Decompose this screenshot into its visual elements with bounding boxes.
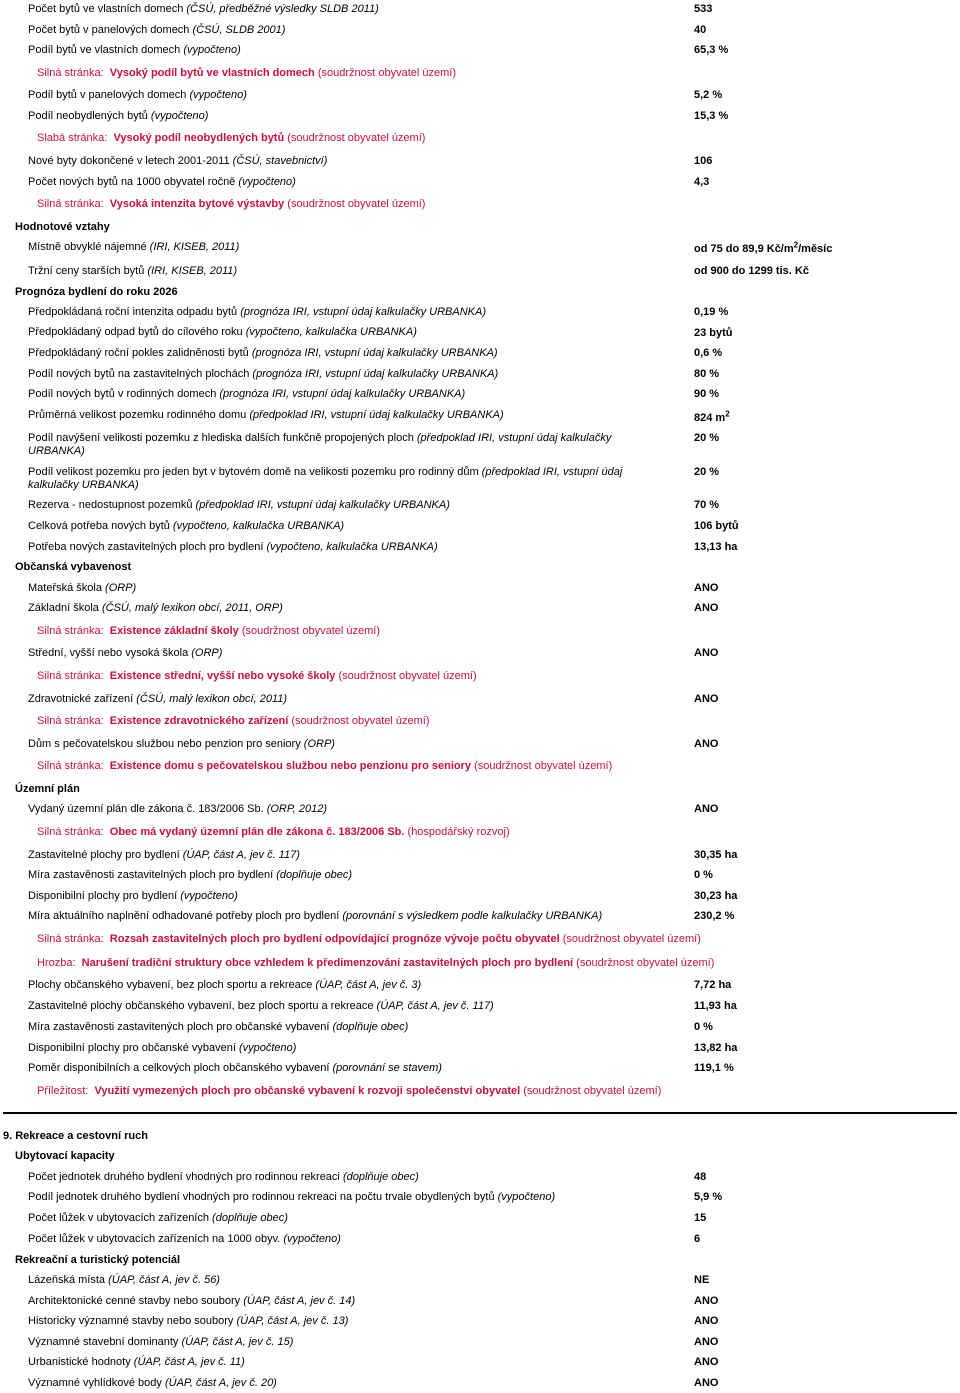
note-text: Existence domu s pečovatelskou službou nebo penzionu pro seniory: [109, 760, 472, 772]
row-source: (prognóza IRI, vstupní údaj kalkulačky URBANKA): [219, 388, 466, 400]
row-dps: [0, 738, 960, 758]
note-tail: (soudržnost obyvatel území): [335, 670, 477, 682]
row-value: ANO: [694, 647, 719, 659]
row-label: Místně obvyklé nájemné: [28, 241, 150, 253]
note-lead: Silná stránka:: [37, 625, 104, 637]
row-prognoza: [0, 388, 960, 408]
note-tail: (hospodářský rozvoj): [404, 826, 510, 838]
row-value: 0 %: [694, 1021, 713, 1033]
row-label: Nové byty dokončené v letech 2001-2011: [28, 155, 233, 167]
strength-note: [37, 67, 456, 80]
note-text: Obec má vydaný územní plán dle zákona č. 183/2006 Sb.: [109, 826, 405, 838]
row-source: (ORP): [191, 647, 223, 659]
row-value: ANO: [694, 1315, 719, 1327]
note-text: Využití vymezených ploch pro občanské vybavení k rozvoji společenství obyvatel: [94, 1085, 521, 1097]
row-label: Urbanistické hodnoty: [28, 1356, 134, 1368]
row-label: Plochy občanského vybavení, bez ploch sportu a rekreace: [28, 979, 316, 991]
row-ubytovani: [0, 1191, 960, 1211]
note-lead: Silná stránka:: [37, 67, 104, 79]
row-prognoza: [0, 347, 960, 367]
row-value: 7,72 ha: [694, 979, 732, 991]
section-heading-hodnotove: Hodnotové vztahy: [15, 221, 110, 233]
row-source: (ORP): [303, 738, 335, 750]
row-trzni-ceny: [0, 265, 960, 285]
row-label: Míra zastavěnosti zastavitených ploch pro občanské vybavení: [28, 1021, 333, 1033]
row-value: 533: [694, 3, 713, 15]
row-source: (ČSÚ, malý lexikon obcí, 2011): [136, 693, 288, 705]
row-label: Podíl navýšení velikosti pozemku z hlediska dalších funkčně propojených ploch: [28, 432, 417, 444]
row-value: ANO: [694, 738, 719, 750]
row-source: (vypočteno, kalkulačka URBANKA): [245, 326, 417, 338]
row-source: (vypočteno): [238, 1042, 297, 1054]
note-lead: Silná stránka:: [37, 670, 104, 682]
row-rekreace: [0, 1315, 960, 1335]
row-label: Předpokládaný roční pokles zalidněnosti bytů: [28, 347, 252, 359]
row-label: Průměrná velikost pozemku rodinného domu: [28, 409, 250, 421]
row-value: 80 %: [694, 368, 720, 380]
row-label: Potřeba nových zastavitelných ploch pro bydlení: [28, 541, 267, 553]
row-label: Architektonické cenné stavby nebo soubory: [28, 1295, 244, 1307]
row-value: 4,3: [694, 176, 710, 188]
strength-note: [37, 670, 477, 683]
row-label: Předpokládaná roční intenzita odpadu bytů: [28, 306, 241, 318]
row-value: 90 %: [694, 388, 720, 400]
row-source: (prognóza IRI, vstupní údaj kalkulačky URBANKA): [240, 306, 486, 318]
row-source: (vypočteno, kalkulačka URBANKA): [172, 520, 345, 532]
row-value: 5,2 %: [694, 89, 723, 101]
note-tail: (soudržnost obyvatel území): [238, 625, 381, 637]
row-label: Podíl nových bytů na zastavitelných plochách: [28, 368, 253, 380]
row-value: 5,9 %: [694, 1191, 723, 1203]
row-source: (porovnání s výsledkem podle kalkulačky URBANKA): [342, 910, 603, 922]
row-plochy-bydleni: [0, 890, 960, 910]
row-label: Historicky významné stavby nebo soubory: [28, 1315, 237, 1327]
row-obcanske-vybaveni: [0, 1021, 960, 1041]
row-pozemek: [0, 409, 960, 429]
row-source: (předpoklad IRI, vstupní údaj kalkulačky URBANKA): [28, 466, 623, 491]
row-label: Významné vyhlídkové body: [28, 1377, 165, 1389]
row-rekreace: [0, 1377, 960, 1393]
strength-note: [37, 625, 380, 638]
note-tail: (soudržnost obyvatel území): [284, 198, 426, 210]
row-value: od 900 do 1299 tis. Kč: [694, 265, 809, 277]
row-nove-byty: [0, 155, 960, 175]
row-value: 65,3 %: [694, 44, 729, 56]
row-label: Vydaný územní plán dle zákona č. 183/2006 Sb.: [28, 803, 267, 815]
row-value: ANO: [694, 803, 719, 815]
row-value: 0,19 %: [694, 306, 729, 318]
row-source: (ÚAP, část A, jev č. 117): [182, 849, 300, 861]
row-label: Podíl nových bytů v rodinných domech: [28, 388, 220, 400]
row-value: ANO: [694, 1295, 719, 1307]
row-value: NE: [694, 1274, 710, 1286]
row-value: 0,6 %: [694, 347, 723, 359]
row-najemne: [0, 241, 960, 261]
strength-note: [37, 198, 425, 211]
row-label: Míra aktuálního naplnění odhadované potřeby ploch pro bydlení: [28, 910, 343, 922]
row-ubytovani: [0, 1212, 960, 1232]
row-label: Mateřská škola: [28, 582, 106, 594]
row-obcanske-vybaveni: [0, 1062, 960, 1082]
note-lead: Slabá stránka:: [37, 132, 108, 144]
row-label: Tržní ceny starších bytů: [28, 265, 148, 277]
note-text: Existence střední, vyšší nebo vysoké školy: [109, 670, 336, 682]
row-navyseni: [0, 432, 960, 462]
note-lead: Příležitost:: [37, 1085, 89, 1097]
section-heading-prognoza: Prognóza bydlení do roku 2026: [15, 286, 178, 298]
row-value: 230,2 %: [694, 910, 735, 922]
row-source: (ORP, 2012): [266, 803, 328, 815]
row-value: 70 %: [694, 499, 720, 511]
row-source: (prognóza IRI, vstupní údaj kalkulačky URBANKA): [252, 368, 499, 380]
row-source: (předpoklad IRI, vstupní údaj kalkulačky URBANKA): [195, 499, 450, 511]
row-plochy-bydleni: [0, 849, 960, 869]
row-obcanske-vybaveni: [0, 979, 960, 999]
row-value: 20 %: [694, 466, 720, 478]
row-source: (ÚAP, část A, jev č. 11): [133, 1356, 245, 1368]
row-value: [694, 240, 833, 256]
row-label: Střední, vyšší nebo vysoká škola: [28, 647, 192, 659]
row-label: Významné stavební dominanty: [28, 1336, 182, 1348]
row-label: Podíl bytů v panelových domech: [28, 89, 190, 101]
note-tail: (soudržnost obyvatel území): [471, 760, 613, 772]
row-source: (ČSÚ, předběžné výsledky SLDB 2011): [186, 3, 379, 15]
row-plochy-bydleni: [0, 869, 960, 889]
row-source: (ÚAP, část A, jev č. 14): [243, 1295, 356, 1307]
section-heading-uzemni-plan: Územní plán: [15, 783, 80, 795]
threat-note: [37, 957, 714, 970]
row-value: ANO: [694, 1336, 719, 1348]
row-label: Dům s pečovatelskou službou nebo penzion pro seniory: [28, 738, 304, 750]
row-plochy-bydleni: [0, 910, 960, 930]
row-rekreace: [0, 1336, 960, 1356]
value-main: od 75 do 89,9 Kč/m: [694, 243, 794, 255]
row-rekreace: [0, 1295, 960, 1315]
note-lead: Hrozba:: [37, 957, 76, 969]
row-nove-byty-1000: [0, 176, 960, 196]
row-obcanske-vybaveni: [0, 1042, 960, 1062]
row-value: 106: [694, 155, 713, 167]
row-label: Poměr disponibilních a celkových ploch občanského vybavení: [28, 1062, 333, 1074]
row-source: (ČSÚ, SLDB 2001): [192, 24, 286, 36]
note-lead: Silná stránka:: [37, 760, 104, 772]
opportunity-note: [37, 1085, 661, 1098]
row-value: 20 %: [694, 432, 720, 444]
section-heading-obcanska: Občanská vybavenost: [15, 561, 132, 573]
row-label: Počet lůžek v ubytovacích zařízeních na 1000 obyv.: [28, 1233, 284, 1245]
row-label: Počet lůžek v ubytovacích zařízeních: [28, 1212, 213, 1224]
chapter-heading-rekreace: 9. Rekreace a cestovní ruch: [3, 1130, 148, 1142]
row-source: (prognóza IRI, vstupní údaj kalkulačky URBANKA): [251, 347, 498, 359]
row-value: 15,3 %: [694, 110, 729, 122]
value-main: 824 m: [694, 412, 726, 424]
note-text: Vysoký podíl bytů ve vlastních domech: [109, 67, 315, 79]
row-source: (vypočteno): [183, 44, 241, 56]
row-source: (doplňuje obec): [276, 869, 353, 881]
row-label: Podíl bytů ve vlastních domech: [28, 44, 184, 56]
row-value: 30,35 ha: [694, 849, 738, 861]
note-lead: Silná stránka:: [37, 715, 104, 727]
row-rekreace: [0, 1274, 960, 1294]
row-value: ANO: [694, 602, 719, 614]
row-source: (IRI, KISEB, 2011): [147, 265, 238, 277]
note-tail: (soudržnost obyvatel území): [284, 132, 426, 144]
row-value: 40: [694, 24, 707, 36]
row-materska-skola: [0, 582, 960, 602]
row-source: (předpoklad IRI, vstupní údaj kalkulačky URBANKA): [28, 432, 612, 457]
note-tail: (soudržnost obyvatel území): [559, 933, 701, 945]
row-label: Lázeňská místa: [28, 1274, 109, 1286]
row-value: 15: [694, 1212, 707, 1224]
value-unit: /měsíc: [798, 243, 833, 255]
note-tail: (soudržnost obyvatel území): [314, 67, 456, 79]
note-text: Existence základní školy: [109, 625, 239, 637]
value-sup: 2: [725, 409, 730, 419]
note-lead: Silná stránka:: [37, 198, 104, 210]
row-value: 106 bytů: [694, 520, 739, 532]
row-value: 119,1 %: [694, 1062, 734, 1074]
section-heading-ubytovaci: Ubytovací kapacity: [15, 1150, 115, 1162]
row-label: Zastavitelné plochy pro bydlení: [28, 849, 183, 861]
row-value: ANO: [694, 693, 719, 705]
row-source: (ÚAP, část A, jev č. 20): [164, 1377, 277, 1389]
row-value: 48: [694, 1171, 707, 1183]
row-podil-vlastni-domy: [0, 44, 960, 64]
row-source: (vypočteno): [497, 1191, 556, 1203]
row-prognoza: [0, 520, 960, 540]
row-label: Celková potřeba nových bytů: [28, 520, 173, 532]
row-podil-neobydlene: [0, 110, 960, 130]
row-prognoza: [0, 368, 960, 388]
section-divider: [3, 1112, 957, 1114]
row-source: (vypočteno): [238, 176, 296, 188]
row-source: (vypočteno): [283, 1233, 341, 1245]
row-podil-panelove: [0, 89, 960, 109]
row-source: (ÚAP, část A, jev č. 56): [108, 1274, 220, 1286]
row-label: Počet jednotek druhého bydlení vhodných pro rodinnou rekreaci: [28, 1171, 343, 1183]
row-source: (ÚAP, část A, jev č. 15): [181, 1336, 294, 1348]
row-source: (vypočteno, kalkulačka URBANKA): [266, 541, 438, 553]
note-lead: Silná stránka:: [37, 933, 104, 945]
row-rekreace: [0, 1356, 960, 1376]
row-value: ANO: [694, 1356, 719, 1368]
row-source: (IRI, KISEB, 2011): [149, 241, 240, 253]
row-source: (ORP): [105, 582, 137, 594]
note-lead: Silná stránka:: [37, 826, 104, 838]
row-label: Disponibilní plochy pro občanské vybavení: [28, 1042, 239, 1054]
note-text: Existence zdravotnického zařízení: [109, 715, 289, 727]
row-value: 0 %: [694, 869, 713, 881]
row-label: Rezerva - nedostupnost pozemků: [28, 499, 196, 511]
section-heading-rekreacni: Rekreační a turistický potenciál: [15, 1254, 181, 1266]
strength-note: [37, 933, 701, 946]
row-prognoza: [0, 541, 960, 561]
row-prognoza: [0, 326, 960, 346]
row-velikost: [0, 466, 960, 496]
row-source: (předpoklad IRI, vstupní údaj kalkulačky URBANKA): [249, 409, 504, 421]
row-source: (ÚAP, část A, jev č. 3): [315, 979, 422, 991]
strength-note: [37, 760, 612, 773]
row-value: 11,93 ha: [694, 1000, 737, 1012]
note-text: Vysoká intenzita bytové výstavby: [109, 198, 285, 210]
row-label: Podíl velikost pozemku pro jeden byt v bytovém domě na velikosti pozemku pro rodinný dům: [28, 466, 482, 478]
row-value: ANO: [694, 1377, 719, 1389]
row-value: 6: [694, 1233, 701, 1245]
row-source: (ČSÚ, stavebnictví): [232, 155, 328, 167]
row-value: 23 bytů: [694, 327, 733, 339]
row-label: Disponibilní plochy pro bydlení: [28, 890, 181, 902]
note-text: Narušení tradiční struktury obce vzhledem k předimenzování zastavitelných ploch pro bydlení: [81, 957, 574, 969]
row-value: 13,13 ha: [694, 541, 738, 553]
row-zakladni-skola: [0, 602, 960, 622]
row-label: Předpokládaný odpad bytů do cílového roku: [28, 326, 246, 338]
row-byty-panelove-domy: [0, 24, 960, 44]
row-byty-vlastni-domy: [0, 3, 960, 23]
strength-note: [37, 826, 510, 839]
row-obcanske-vybaveni: [0, 1000, 960, 1020]
row-source: (doplňuje obec): [342, 1171, 419, 1183]
row-value: [694, 409, 730, 425]
row-value: ANO: [694, 582, 719, 594]
row-uzemni-plan: [0, 803, 960, 823]
note-tail: (soudržnost obyvatel území): [288, 715, 430, 727]
row-label: Počet nových bytů na 1000 obyvatel ročně: [28, 176, 239, 188]
row-source: (ÚAP, část A, jev č. 13): [236, 1315, 349, 1327]
row-source: (porovnání se stavem): [332, 1062, 442, 1074]
row-ubytovani: [0, 1171, 960, 1191]
row-source: (vypočteno): [180, 890, 238, 902]
row-source: (doplňuje obec): [332, 1021, 409, 1033]
row-source: (ÚAP, část A, jev č. 117): [376, 1000, 494, 1012]
row-label: Míra zastavěnosti zastavitelných ploch pro bydlení: [28, 869, 277, 881]
row-prognoza: [0, 499, 960, 519]
row-label: Zdravotnické zařízení: [28, 693, 137, 705]
note-tail: (soudržnost obyvatel území): [573, 957, 715, 969]
note-text: Vysoký podíl neobydlených bytů: [113, 132, 285, 144]
row-label: Počet bytů ve vlastních domech: [28, 3, 187, 15]
note-text: Rozsah zastavitelných ploch pro bydlení odpovídající prognóze vývoje počtu obyvatel: [109, 933, 560, 945]
row-source: (doplňuje obec): [212, 1212, 288, 1224]
weakness-note: [37, 132, 425, 145]
row-ubytovani: [0, 1233, 960, 1253]
row-prognoza: [0, 306, 960, 326]
row-source: (vypočteno): [189, 89, 247, 101]
row-zdravotnicke-zarizeni: [0, 693, 960, 713]
row-stredni-skola: [0, 647, 960, 667]
value-sup: 2: [793, 240, 799, 250]
row-label: Základní škola: [28, 602, 102, 614]
row-value: 30,23 ha: [694, 890, 738, 902]
row-label: Počet bytů v panelových domech: [28, 24, 193, 36]
note-tail: (soudržnost obyvatel území): [520, 1085, 662, 1097]
strength-note: [37, 715, 430, 728]
row-label: Zastavitelné plochy občanského vybavení, bez ploch sportu a rekreace: [28, 1000, 377, 1012]
row-source: (ČSÚ, malý lexikon obcí, 2011, ORP): [101, 602, 283, 614]
row-source: (vypočteno): [150, 110, 209, 122]
row-label: Podíl neobydlených bytů: [28, 110, 151, 122]
row-label: Podíl jednotek druhého bydlení vhodných pro rodinnou rekreaci na počtu trvale obydlených bytů: [28, 1191, 498, 1203]
row-value: 13,82 ha: [694, 1042, 738, 1054]
